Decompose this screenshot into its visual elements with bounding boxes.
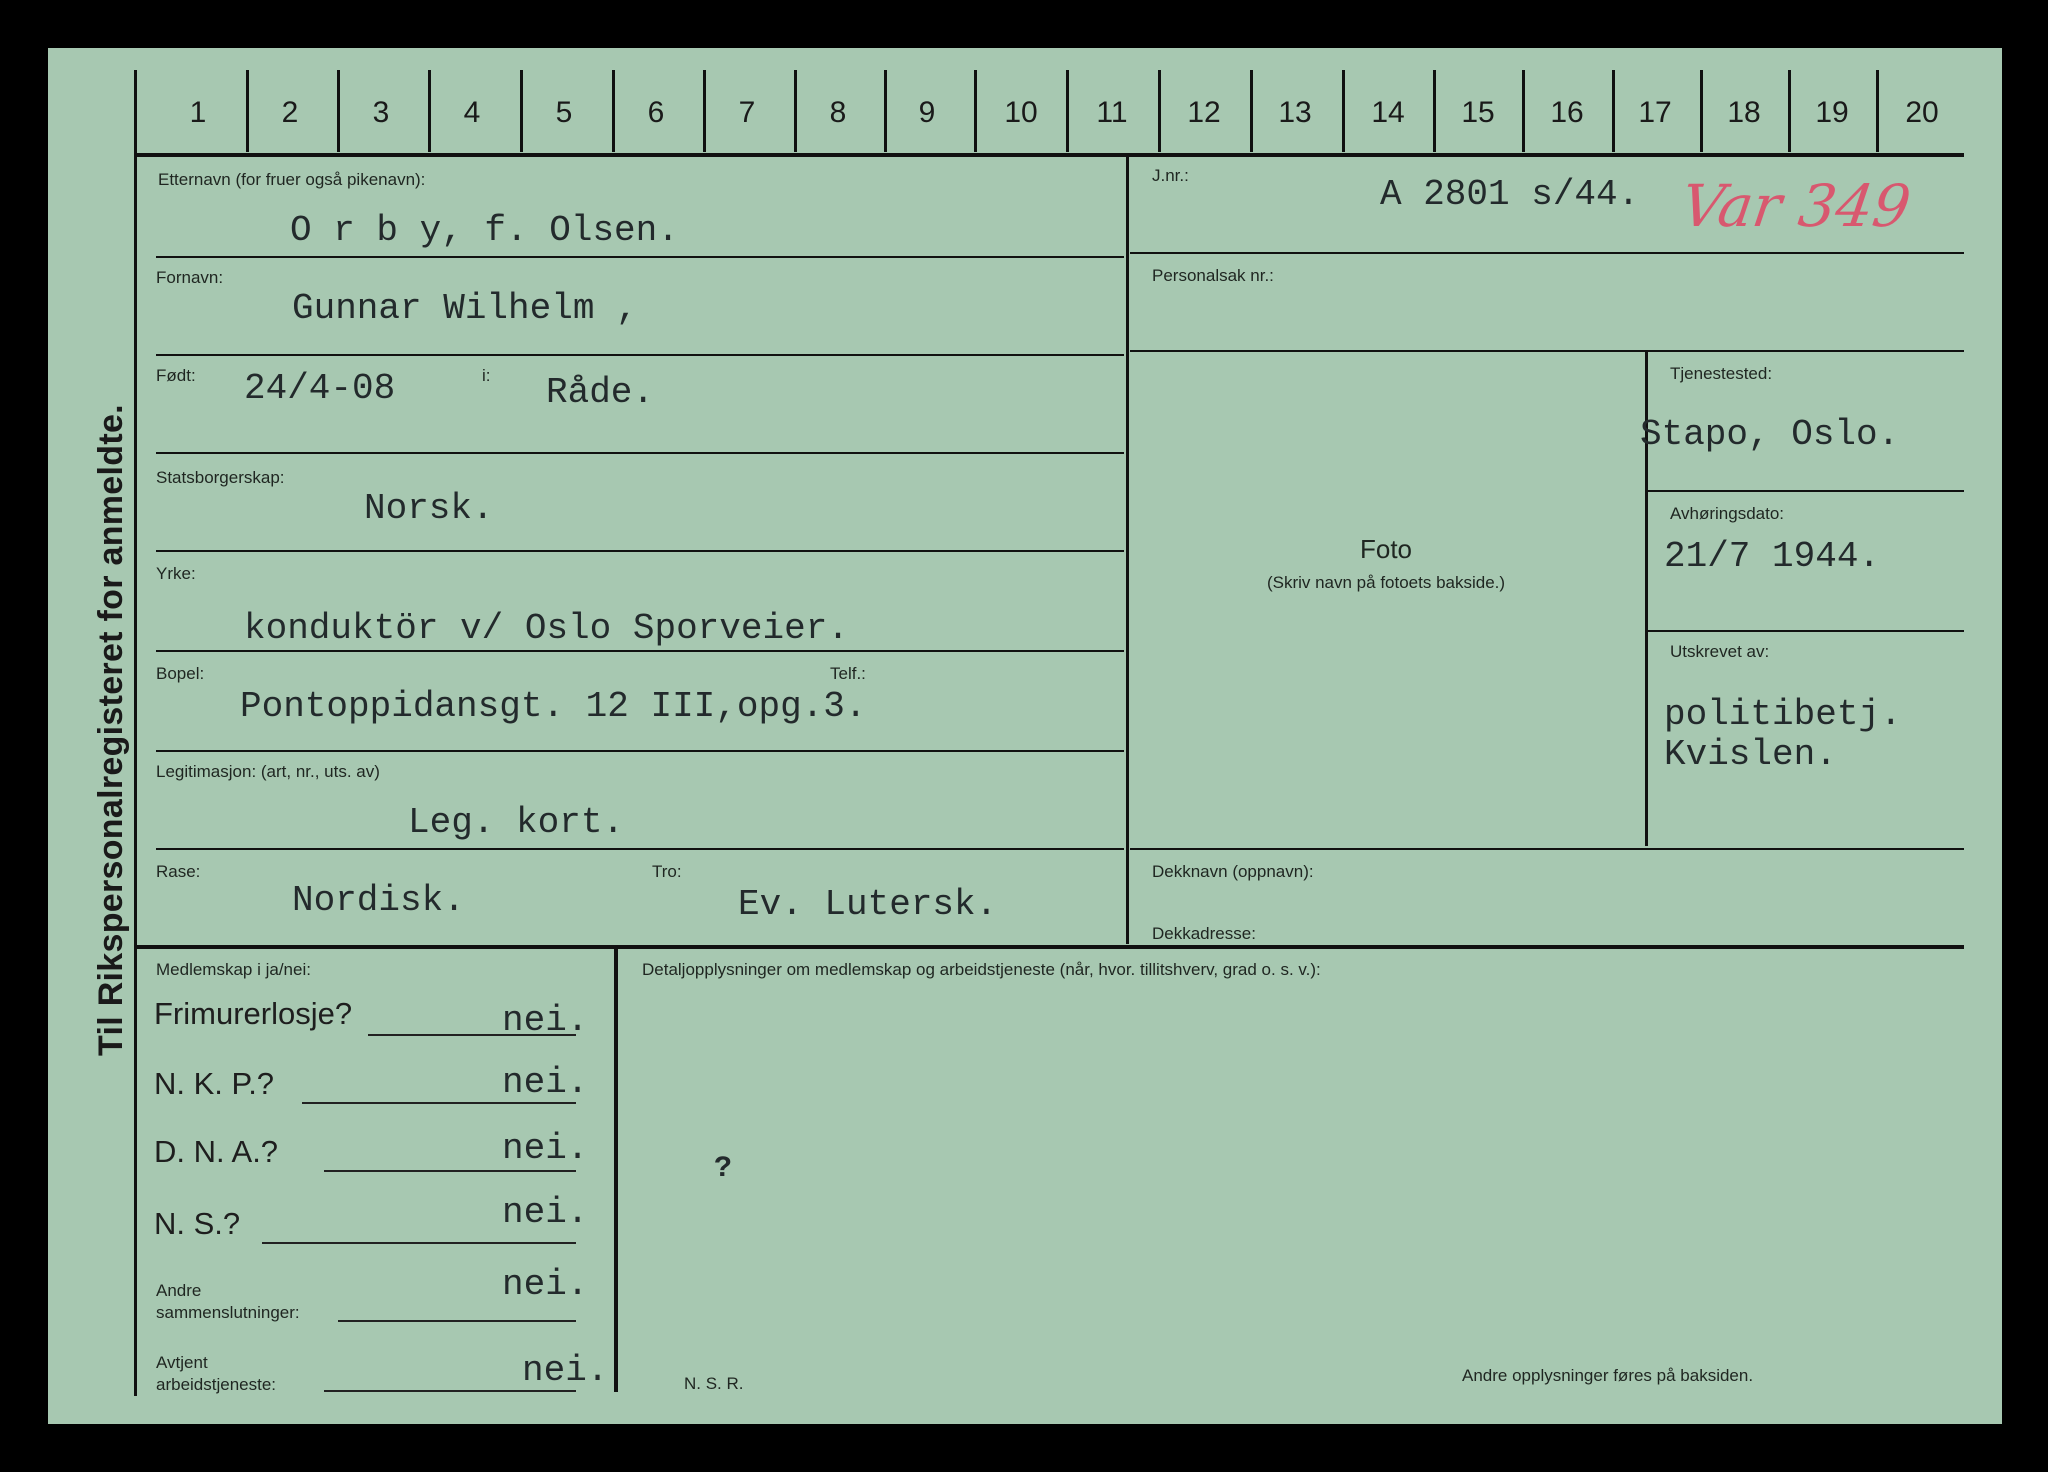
column-number: 2 [281, 96, 299, 129]
column-divider [1250, 70, 1253, 152]
column-number: 17 [1638, 96, 1672, 129]
column-divider [884, 70, 887, 152]
column-divider [1788, 70, 1791, 152]
row-rule [156, 452, 1124, 454]
bopel-label: Bopel: [156, 664, 205, 683]
membership-answer: nei. [522, 1350, 609, 1391]
column-number: 1 [189, 96, 207, 129]
answer-line [324, 1170, 576, 1172]
left-border [134, 70, 137, 1396]
telf-label: Telf.: [830, 664, 866, 683]
column-number: 16 [1550, 96, 1584, 129]
column-divider [337, 70, 340, 152]
row-rule [156, 750, 1124, 752]
membership-question: N. K. P.? [154, 1066, 275, 1101]
column-divider [974, 70, 977, 152]
column-number: 12 [1187, 96, 1221, 129]
column-number: 18 [1727, 96, 1761, 129]
column-divider [1433, 70, 1436, 152]
yrke-label: Yrke: [156, 564, 196, 583]
column-number: 13 [1278, 96, 1312, 129]
column-number: 19 [1815, 96, 1849, 129]
avhoringsdato-label: Avhøringsdato: [1670, 504, 1785, 523]
row-rule [1648, 630, 1964, 632]
jnr-label: J.nr.: [1152, 166, 1189, 185]
column-divider [520, 70, 523, 152]
back-side-note: Andre opplysninger føres på baksiden. [1462, 1366, 1754, 1385]
column-divider [703, 70, 706, 152]
utskrevet-label: Utskrevet av: [1670, 642, 1770, 661]
column-number: 10 [1004, 96, 1038, 129]
fornavn-label: Fornavn: [156, 268, 224, 287]
column-number: 3 [372, 96, 390, 129]
row-rule [156, 354, 1124, 356]
etternavn-label: Etternavn (for fruer også pikenavn): [158, 170, 426, 189]
row-rule [1130, 350, 1964, 352]
column-divider [1158, 70, 1161, 152]
membership-question-line2: arbeidstjeneste: [156, 1375, 277, 1394]
column-number: 9 [918, 96, 936, 129]
membership-answer: nei. [502, 1062, 589, 1103]
membership-question: Frimurerlosje? [154, 996, 353, 1031]
column-number: 4 [463, 96, 481, 129]
row-rule [1130, 252, 1964, 254]
membership-answer: nei. [502, 1128, 589, 1169]
fodested-value: Råde. [546, 372, 655, 413]
tro-label: Tro: [652, 862, 682, 881]
side-text: Til Rikspersonalregisteret for anmeldte. [92, 404, 130, 1056]
lower-section-rule [134, 945, 1964, 949]
fodt-label: Født: [156, 366, 196, 385]
membership-question-line1: Andre [156, 1281, 202, 1300]
row-rule [1130, 848, 1964, 850]
personalsak-label: Personalsak nr.: [1152, 266, 1274, 285]
membership-question: D. N. A.? [154, 1134, 279, 1169]
membership-answer: nei. [502, 1264, 589, 1305]
row-rule [156, 550, 1124, 552]
legitimasjon-label: Legitimasjon: (art, nr., uts. av) [156, 762, 380, 781]
yrke-value: konduktör v/ Oslo Sporveier. [244, 608, 849, 649]
membership-question-line2: sammenslutninger: [156, 1303, 300, 1322]
utskrevet-value-line2: Kvislen. [1664, 734, 1837, 775]
tjenestested-value: Stapo, Oslo. [1640, 414, 1900, 455]
tjenestested-label: Tjenestested: [1670, 364, 1773, 383]
tro-value: Ev. Lutersk. [738, 884, 998, 925]
column-divider [1342, 70, 1345, 152]
column-divider [612, 70, 615, 152]
membership-header: Medlemskap i ja/nei: [156, 960, 311, 979]
column-divider [1612, 70, 1615, 152]
header-rule [134, 153, 1964, 157]
etternavn-value: O r b y, f. Olsen. [290, 210, 679, 251]
dekknavn-label: Dekknavn (oppnavn): [1152, 862, 1314, 881]
column-number: 5 [555, 96, 573, 129]
statsborgerskap-value: Norsk. [364, 488, 494, 529]
column-divider [1700, 70, 1703, 152]
row-rule [1648, 490, 1964, 492]
photo-area [1130, 534, 1642, 593]
row-rule [156, 256, 1124, 258]
legitimasjon-value: Leg. kort. [408, 802, 625, 843]
details-header: Detaljopplysninger om medlemskap og arbeidstjeneste (når, hvor. tillitshverv, grad o. s. v.): [642, 960, 1321, 979]
handwritten-annotation: Var 349 [1677, 172, 1915, 240]
column-divider [794, 70, 797, 152]
answer-line [338, 1320, 576, 1322]
membership-answer: nei. [502, 1000, 589, 1041]
rase-value: Nordisk. [292, 880, 465, 921]
membership-answer: nei. [502, 1192, 589, 1233]
answer-line [262, 1242, 576, 1244]
column-divider [1066, 70, 1069, 152]
column-divider [428, 70, 431, 152]
column-number: 20 [1905, 96, 1939, 129]
column-number: 11 [1096, 96, 1128, 129]
utskrevet-value-line1: politibetj. [1664, 694, 1902, 735]
membership-question: N. S.? [154, 1206, 241, 1241]
column-number: 8 [829, 96, 847, 129]
column-number: 7 [738, 96, 756, 129]
column-number: 6 [647, 96, 665, 129]
membership-question-line1: Avtjent [156, 1353, 208, 1372]
details-mark: ? [714, 1152, 733, 1186]
photo-instruction: (Skriv navn på fotoets bakside.) [1266, 573, 1506, 592]
membership-divider [614, 949, 618, 1392]
fodt-value: 24/4-08 [244, 368, 396, 409]
fornavn-value: Gunnar Wilhelm , [292, 288, 638, 329]
column-number: 15 [1461, 96, 1495, 129]
center-divider [1126, 157, 1129, 944]
row-rule [156, 848, 1124, 850]
column-divider [246, 70, 249, 152]
avhoringsdato-value: 21/7 1944. [1664, 536, 1881, 577]
bopel-value: Pontoppidansgt. 12 III,opg.3. [240, 686, 867, 727]
statsborgerskap-label: Statsborgerskap: [156, 468, 285, 487]
column-divider [1522, 70, 1525, 152]
rase-label: Rase: [156, 862, 201, 881]
photo-title: Foto [1359, 534, 1413, 564]
row-rule [156, 650, 1124, 652]
column-number: 14 [1371, 96, 1405, 129]
fodested-label: i: [482, 366, 491, 385]
nsr-label: N. S. R. [684, 1374, 744, 1393]
dekkadresse-label: Dekkadresse: [1152, 924, 1256, 943]
column-divider [1876, 70, 1879, 152]
jnr-value: A 2801 s/44. [1380, 174, 1640, 215]
